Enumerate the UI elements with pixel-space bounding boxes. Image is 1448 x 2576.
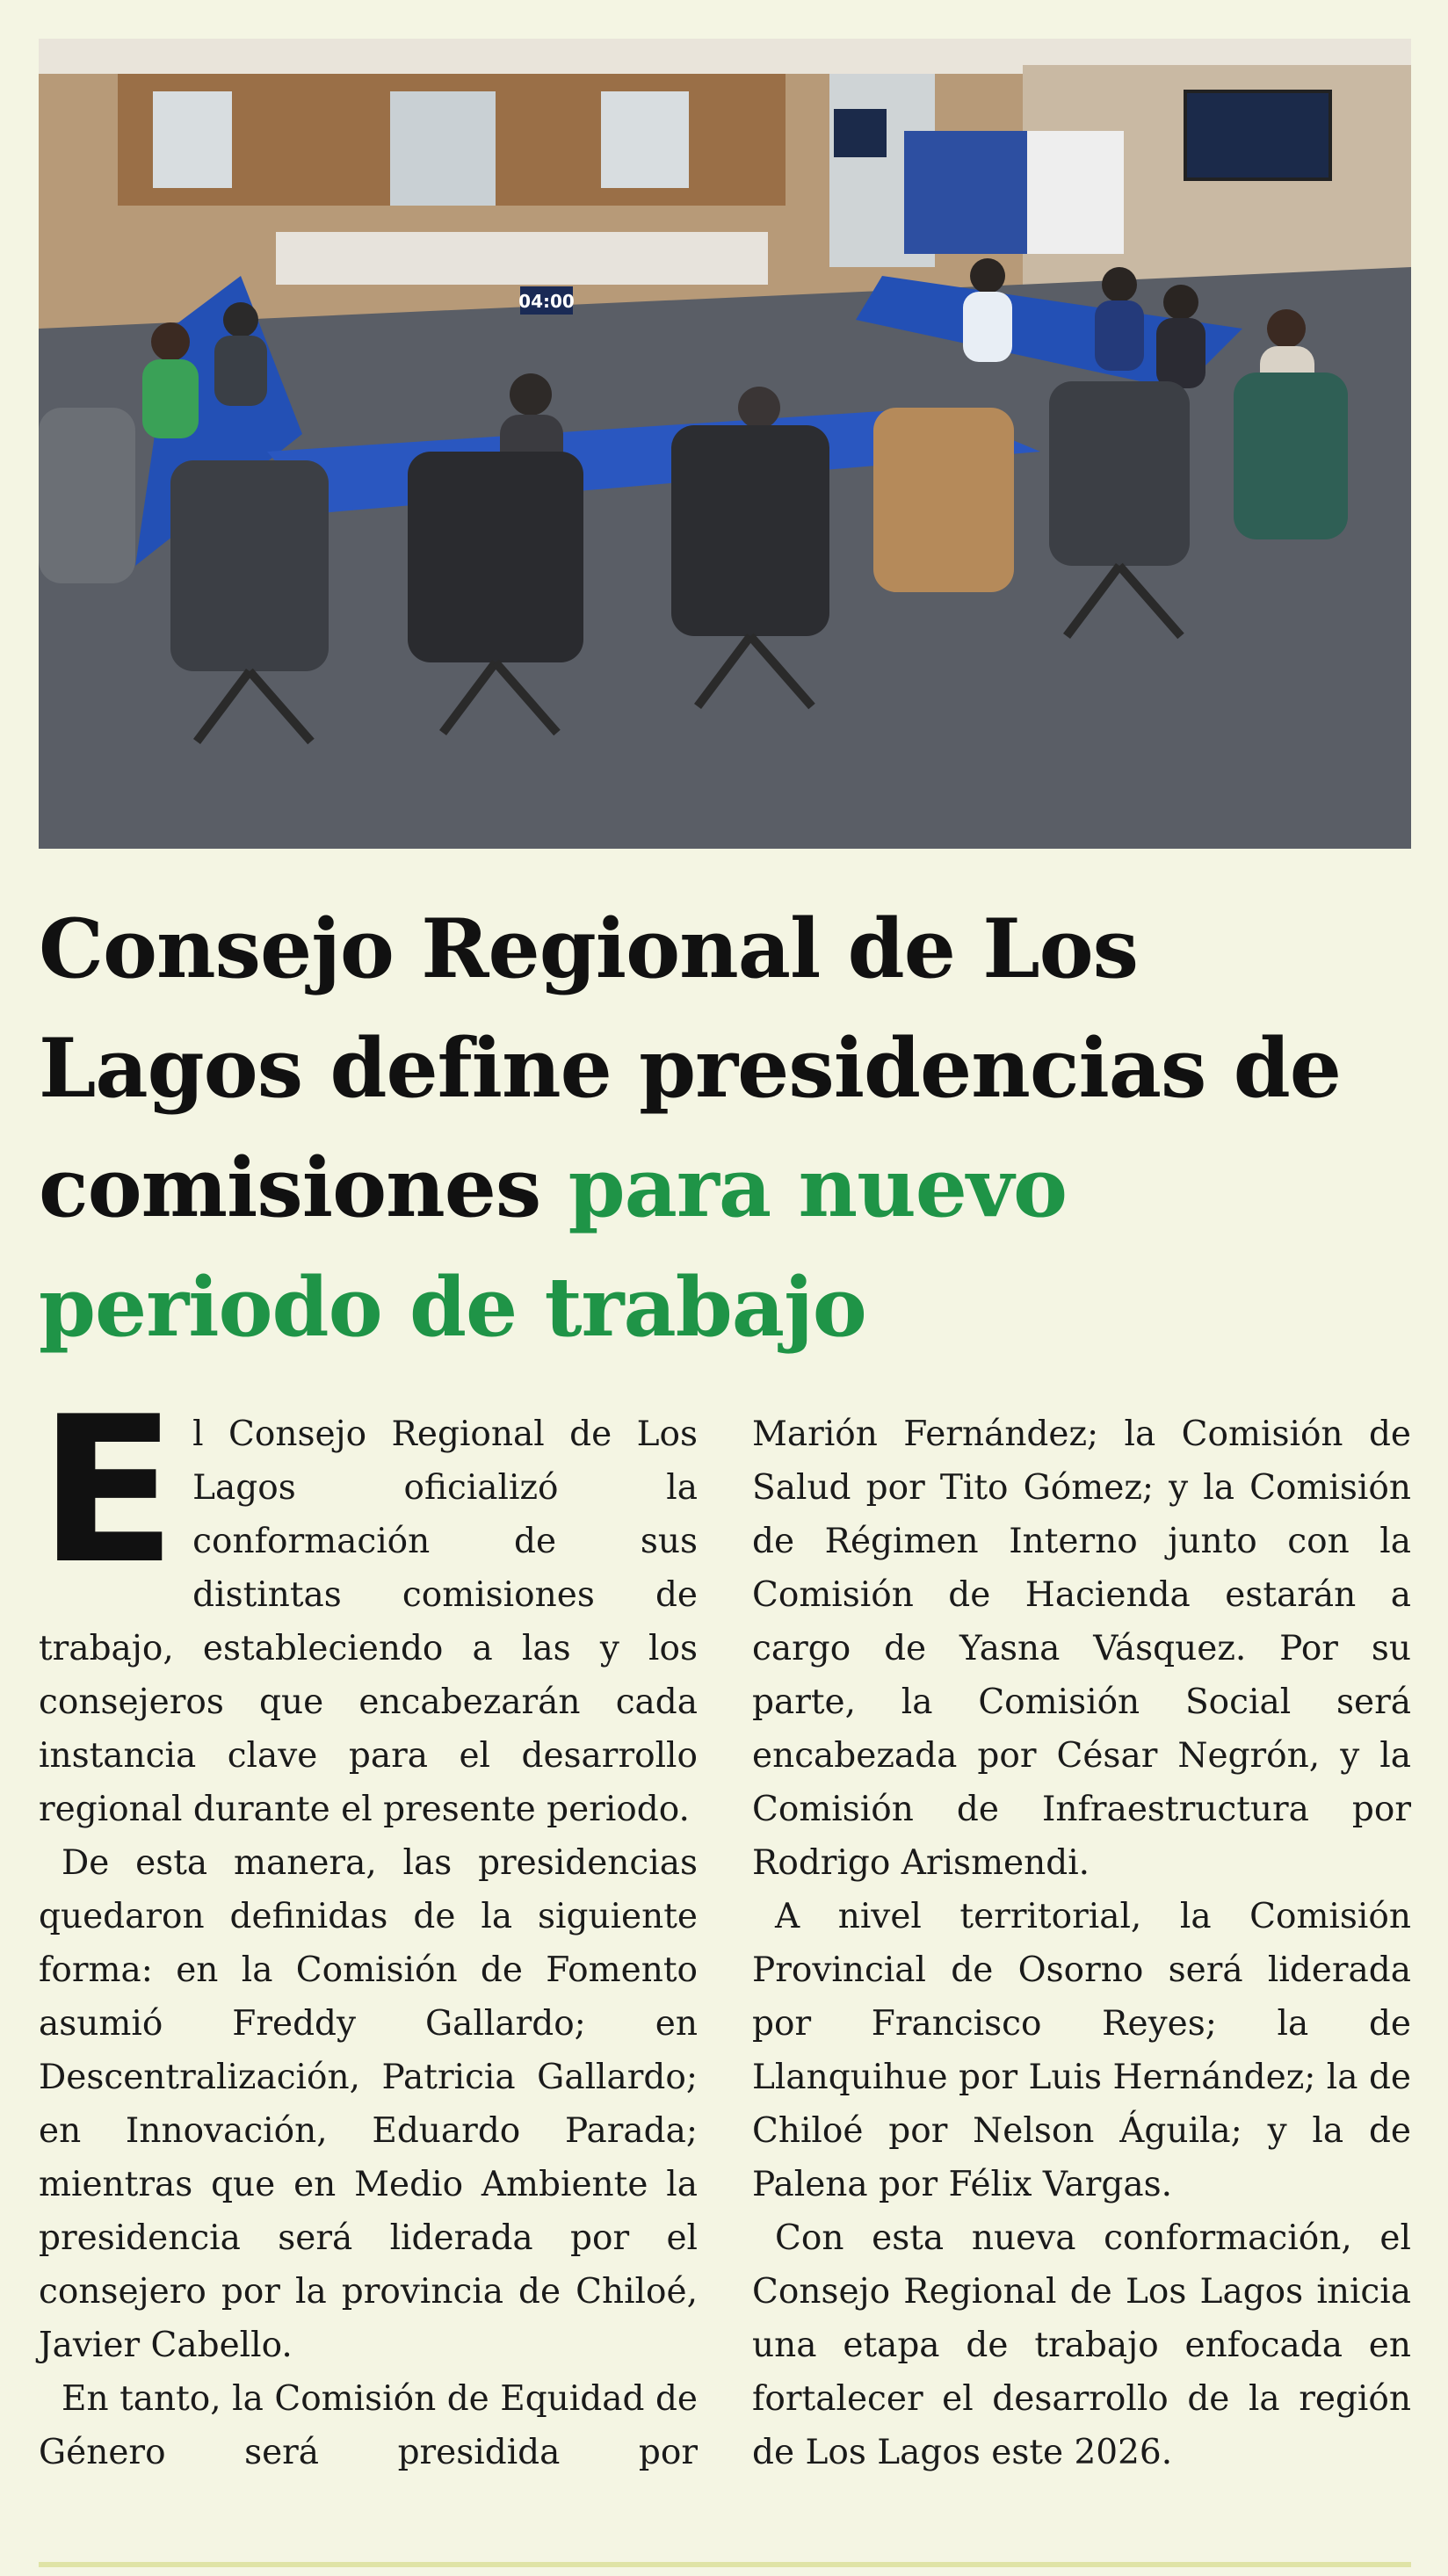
- drop-cap: E: [39, 1374, 177, 1609]
- article-paragraph-3-continued: [752, 1407, 1411, 1890]
- article-paragraph-1: [39, 1374, 698, 1836]
- photo-tv-screen-left: [834, 109, 887, 157]
- photo-back-tables: [276, 232, 768, 285]
- headline-accent: para nuevo periodo de trabajo: [39, 1140, 1068, 1355]
- photo-tv-screen-right: [1185, 91, 1330, 179]
- article-paragraph-5: Con esta nueva conformación, el Consejo Regional de Los Lagos inicia una etapa de trabajo enfocada en fortalecer el desarrollo de la región de Los Lagos este 2026.: [752, 2218, 1411, 2472]
- article-paragraph-2: De esta manera, las presidencias quedaron definidas de la siguiente forma: en la Comisión de Fomento asumió Freddy Gallardo; en Descentralización, Patricia Gallardo; en Innovación, Eduardo Parada; mientras que en Medio Ambiente la presidencia será liderada por el consejero por la provincia de Chiloé, Javier Cabello.: [39, 1843, 698, 2365]
- photo-window-left: [153, 91, 232, 188]
- article-paragraph-4: A nivel territorial, la Comisión Provincial de Osorno será liderada por Francisco Reyes; la de Llanquihue por Luis Hernández; la de Chiloé por Nelson Águila; y la de Palena por Félix Vargas.: [752, 1897, 1411, 2204]
- council-session-photo: [39, 39, 1411, 849]
- article-column-right: [752, 1407, 1411, 2479]
- photo-timer-text: 04:00: [518, 291, 575, 312]
- paragraph-3-continued-text: Marión Fernández; la Comisión de Salud por Tito Gómez; y la Comisión de Régimen Interno junto con la Comisión de Hacienda estarán a cargo de Yasna Vásquez. Por su parte, la Comisión Social será encabezada por César Negrón, y la Comisión de Infraestructura por Rodrigo Arismendi.: [752, 1415, 1411, 1883]
- headline-main: Consejo Regional de Los Lagos define presidencias de comisiones: [39, 901, 1341, 1235]
- article-headline: [39, 889, 1418, 1367]
- article-paragraph-3: En tanto, la Comisión de Equidad de Género será presidida por: [39, 2379, 698, 2472]
- photo-door: [390, 91, 496, 206]
- article-column-left: [39, 1374, 698, 2479]
- photo-banner-white: [1027, 131, 1124, 254]
- paragraph-1-text: l Consejo Regional de Los Lagos oficializó la conformación de sus distintas comisiones de trabajo, estableciendo a las y los consejeros que encabezarán cada instancia clave para el desarrollo regional durante el presente periodo.: [39, 1415, 698, 1829]
- photo-banner-blue: [904, 131, 1027, 254]
- article-photo: [39, 39, 1411, 849]
- bottom-rule: [39, 2562, 1411, 2567]
- photo-window-mid: [601, 91, 689, 188]
